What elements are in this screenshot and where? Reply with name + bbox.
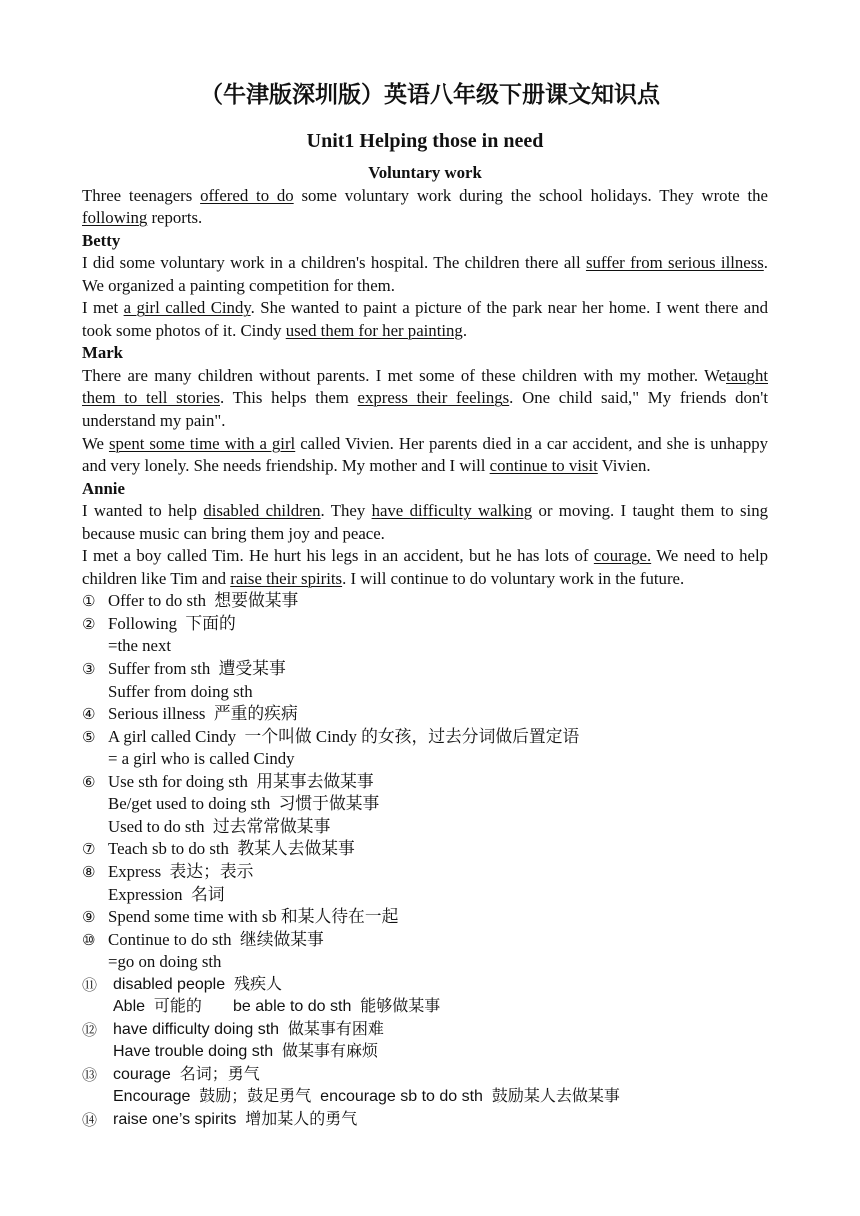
note-line: Be/get used to doing sth 习惯于做某事 <box>108 794 380 814</box>
note-lines <box>108 703 768 726</box>
note-number: ⑬ <box>82 1065 98 1084</box>
text-run: I did some voluntary work in a children's hospital. The children there all <box>82 253 586 273</box>
note-line: Able 可能的 be able to do sth 能够做某事 <box>113 998 441 1016</box>
note-item <box>82 838 768 861</box>
text-line <box>82 410 768 433</box>
note-line: Spend some time with sb 和某人待在一起 <box>108 907 399 927</box>
note-line: Serious illness 严重的疾病 <box>108 704 298 724</box>
note-item <box>82 658 768 703</box>
paragraph <box>82 297 768 342</box>
text-line <box>82 320 768 343</box>
note-line: Suffer from sth 遭受某事 <box>108 659 286 678</box>
note-number: ⑥ <box>82 772 96 791</box>
underlined-phrase: suffer from serious illness <box>585 253 764 273</box>
note-item <box>82 1109 768 1132</box>
note-number: ① <box>82 592 96 611</box>
note-line: raise one’s spirits 增加某人的勇气 <box>113 1110 358 1128</box>
speaker-heading: Betty <box>82 230 121 250</box>
text-run: children like Tim and <box>82 568 231 588</box>
underlined-phrase: courage. <box>593 546 652 566</box>
text-line <box>82 365 768 388</box>
note-line: = a girl who is called Cindy <box>108 749 295 769</box>
note-item <box>82 1019 768 1064</box>
note-line: =the next <box>108 636 172 656</box>
note-line: =go on doing sth <box>108 952 222 972</box>
text-line <box>82 523 768 546</box>
text-run: because music can bring them joy and peace. <box>82 523 385 543</box>
note-number: ③ <box>82 660 96 678</box>
text-run: Three teenagers <box>82 185 201 205</box>
underlined-phrase: following <box>82 208 148 228</box>
text-run: I wanted to help <box>82 501 204 521</box>
text-run: There are many children without parents. I met some of these children with my mother. We <box>82 365 727 385</box>
text-line <box>82 545 768 568</box>
text-run: Vivien. <box>597 456 651 476</box>
text-line <box>82 500 768 523</box>
note-line: Suffer from doing sth <box>108 681 253 701</box>
text-run: We organized a painting competition for them. <box>82 275 395 295</box>
note-number: ⑧ <box>82 862 96 881</box>
text-line <box>82 275 768 298</box>
underlined-phrase: taught <box>726 365 768 385</box>
note-lines <box>108 906 768 929</box>
underlined-phrase: spent some time with a girl <box>108 433 296 453</box>
text-run: . She wanted to paint a picture of the park near her home. I went there and <box>250 298 768 318</box>
paragraph <box>82 365 768 433</box>
note-line: Continue to do sth 继续做某事 <box>108 929 324 949</box>
note-lines <box>108 838 768 861</box>
text-run: . They <box>320 501 372 521</box>
note-number: ⑫ <box>82 1020 98 1039</box>
note-line: Encourage 鼓励；鼓足勇气 encourage sb to do sth 鼓励某人去做某事 <box>113 1088 620 1106</box>
notes-list <box>82 590 768 1131</box>
note-line: A girl called Cindy 一个叫做 Cindy 的女孩，过去分词做后置定语 <box>108 726 580 746</box>
paragraph <box>82 433 768 478</box>
document-content <box>82 185 768 1132</box>
note-number: ⑩ <box>82 930 96 949</box>
note-line: Teach sb to do sth 教某人去做某事 <box>108 839 355 859</box>
paragraph <box>82 185 768 230</box>
text-line <box>82 252 768 275</box>
note-number: ⑭ <box>82 1110 98 1129</box>
text-line <box>82 207 768 230</box>
paragraph <box>82 500 768 545</box>
note-item <box>82 974 768 1019</box>
note-line: Express 表达；表示 <box>108 861 254 881</box>
text-run: . This helps them <box>220 388 358 408</box>
note-line: disabled people 残疾人 <box>113 975 282 993</box>
text-line <box>82 455 768 478</box>
note-item <box>82 861 768 906</box>
text-run: We need to help <box>651 546 769 566</box>
text-run: some voluntary work during the school holidays. They wrote the <box>293 185 768 205</box>
note-item <box>82 906 768 929</box>
text-line <box>82 185 768 208</box>
text-run: took some photos of it. Cindy <box>82 320 286 340</box>
speaker-heading: Mark <box>82 343 124 363</box>
underlined-phrase: continue to visit <box>489 456 598 476</box>
note-lines <box>108 771 768 839</box>
underlined-phrase: raise their spirits <box>230 568 343 588</box>
note-item <box>82 1064 768 1109</box>
underlined-phrase: express their feelings <box>357 388 510 408</box>
text-run: reports. <box>147 208 203 228</box>
note-lines <box>113 1064 768 1109</box>
underlined-phrase: them to tell stories <box>82 388 220 408</box>
note-item <box>82 726 768 771</box>
note-lines <box>108 929 768 974</box>
text-run: I met <box>82 298 124 318</box>
note-lines <box>108 613 768 658</box>
text-run: I met a boy called Tim. He hurt his legs in an accident, but he has lots of <box>82 546 594 566</box>
passage-text <box>82 185 768 591</box>
text-run: or moving. I taught them to sing <box>532 501 768 521</box>
text-run: . I will continue to do voluntary work in the future. <box>342 568 685 588</box>
note-number: ⑪ <box>82 975 98 994</box>
note-number: ⑤ <box>82 727 96 746</box>
underlined-phrase: disabled children <box>203 501 321 521</box>
note-line: Following 下面的 <box>108 613 236 633</box>
text-run: called Vivien. Her parents died in a car accident, and she is unhappy <box>295 433 769 453</box>
note-item <box>82 590 768 613</box>
note-number: ② <box>82 614 96 633</box>
note-item <box>82 703 768 726</box>
note-lines <box>108 658 768 703</box>
note-lines <box>113 1109 768 1132</box>
note-item <box>82 929 768 974</box>
text-run: . <box>462 320 468 340</box>
note-line: Expression 名词 <box>108 884 225 904</box>
text-run: . One child said," My friends don't <box>509 388 768 408</box>
note-lines <box>108 861 768 906</box>
note-number: ⑦ <box>82 840 96 859</box>
note-lines <box>108 726 768 771</box>
text-run: understand my pain". <box>82 410 226 430</box>
underlined-phrase: a girl called Cindy <box>123 298 251 318</box>
speaker-heading: Annie <box>82 478 125 498</box>
note-line: Use sth for doing sth 用某事去做某事 <box>108 771 374 791</box>
note-number: ⑨ <box>82 908 96 927</box>
note-lines <box>113 1019 768 1064</box>
text-line <box>82 568 768 591</box>
note-line: Have trouble doing sth 做某事有麻烦 <box>113 1043 378 1061</box>
text-run: and very lonely. She needs friendship. My mother and I will <box>82 456 490 476</box>
section-title: Voluntary work <box>368 163 482 182</box>
text-line <box>82 297 768 320</box>
note-line: have difficulty doing sth 做某事有困难 <box>113 1020 384 1038</box>
document-title: （牛津版深圳版）英语八年级下册课文知识点 <box>200 82 660 108</box>
paragraph <box>82 252 768 297</box>
text-line <box>82 433 768 456</box>
note-line: Used to do sth 过去常常做某事 <box>108 816 331 836</box>
note-line: Offer to do sth 想要做某事 <box>108 591 299 611</box>
note-item <box>82 613 768 658</box>
note-item <box>82 771 768 839</box>
underlined-phrase: have difficulty walking <box>371 501 533 521</box>
underlined-phrase: used them for her painting <box>285 320 463 340</box>
note-line: courage 名词；勇气 <box>113 1065 260 1083</box>
note-number: ④ <box>82 705 96 724</box>
note-lines <box>113 974 768 1019</box>
underlined-phrase: offered to do <box>200 185 294 205</box>
paragraph <box>82 545 768 590</box>
text-run: . <box>763 253 768 273</box>
note-lines <box>108 590 768 613</box>
text-line <box>82 387 768 410</box>
text-run: We <box>82 433 109 453</box>
unit-title: Unit1 Helping those in need <box>306 130 544 152</box>
